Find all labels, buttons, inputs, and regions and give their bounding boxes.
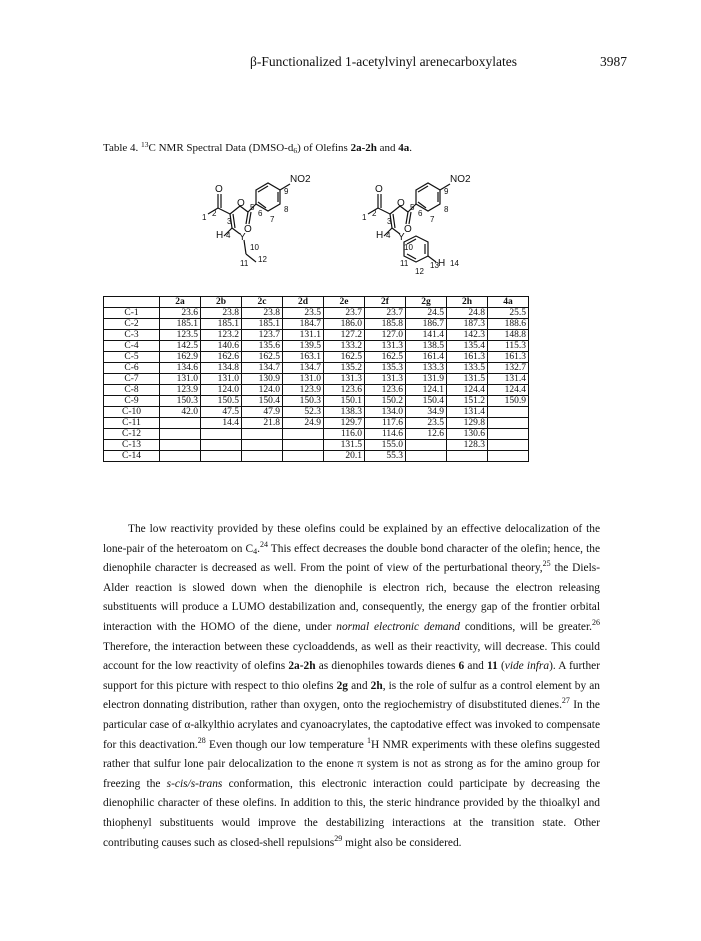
table-cell: 23.5 <box>406 418 447 429</box>
table-cell: 135.6 <box>242 341 283 352</box>
table-cell: 133.2 <box>324 341 365 352</box>
right-o3: O <box>404 224 412 235</box>
table-cell: 23.7 <box>324 308 365 319</box>
row-label: C-7 <box>104 374 160 385</box>
table-cell: 115.3 <box>488 341 529 352</box>
table-cell: 131.4 <box>447 407 488 418</box>
table-row <box>104 308 529 319</box>
citation-26: 26 <box>592 617 600 627</box>
para-sub: 4 <box>253 546 258 556</box>
table-header-row <box>104 297 529 308</box>
table-cell: 138.5 <box>406 341 447 352</box>
right-n6: 6 <box>418 209 423 218</box>
table-caption <box>103 140 412 155</box>
table-cell: 184.7 <box>283 319 324 330</box>
compound-ref: 11 <box>487 660 498 673</box>
table-cell <box>283 440 324 451</box>
table-cell: 187.3 <box>447 319 488 330</box>
table-cell: 47.5 <box>201 407 242 418</box>
right-n3: 3 <box>387 217 392 226</box>
table-cell: 131.3 <box>324 374 365 385</box>
table-cell <box>283 429 324 440</box>
page-number: 3987 <box>600 54 627 69</box>
table-cell: 124.0 <box>201 385 242 396</box>
table-cell: 123.7 <box>242 330 283 341</box>
compound-ref: 2h <box>370 679 383 692</box>
para-text: and <box>464 660 488 673</box>
para-text: H NMR experiments with these olefins suggested rather that sulfur lone pair delocalization to the enone π system is not as strong as for the amino group for freezing the <box>103 738 600 790</box>
table-header-cell: 2d <box>283 297 324 308</box>
left-n8: 8 <box>284 205 289 214</box>
table-cell: 42.0 <box>160 407 201 418</box>
table-cell: 131.0 <box>201 374 242 385</box>
left-n4: 4 <box>226 231 231 240</box>
table-cell <box>488 440 529 451</box>
caption-prefix: Table 4. <box>103 142 142 154</box>
para-text: conformation, this electronic interaction could participate by decreasing the dienophilic character of these olefins. In addition to this, the steric hindrance provided by the thioalkyl and thiophenyl substituents would improve the destabilizing interactions at the transition state. Other contributing causes such as closed-shell repulsions <box>103 777 601 849</box>
right-o1: O <box>375 184 383 195</box>
table-cell: 150.5 <box>201 396 242 407</box>
citation-28: 28 <box>197 735 206 745</box>
table-header-cell: 2f <box>365 297 406 308</box>
right-h: H <box>376 230 384 241</box>
row-label: C-8 <box>104 385 160 396</box>
table-cell <box>488 418 529 429</box>
table-cell <box>447 451 488 462</box>
table-cell <box>406 440 447 451</box>
row-label: C-2 <box>104 319 160 330</box>
table-cell: 23.7 <box>365 308 406 319</box>
table-cell: 14.4 <box>201 418 242 429</box>
right-y: Y <box>398 232 405 243</box>
para-italic: vide infra <box>504 660 550 673</box>
table-cell: 150.1 <box>324 396 365 407</box>
left-no2: NO2 <box>290 174 311 185</box>
table-header-cell: 2a <box>160 297 201 308</box>
table-cell: 55.3 <box>365 451 406 462</box>
para-text: In the particular case of α-alkylthio acrylates and cyanoacrylates, the captodative effect was invoked to compensate for this deactivation. <box>103 699 600 751</box>
table-cell: 141.4 <box>406 330 447 341</box>
caption-sup: 13 <box>141 140 149 149</box>
table-row <box>104 440 529 451</box>
table-cell <box>160 418 201 429</box>
table-cell <box>242 451 283 462</box>
table-cell: 163.1 <box>283 352 324 363</box>
table-cell: 133.5 <box>447 363 488 374</box>
right-n11: 11 <box>400 259 409 268</box>
table-cell: 186.0 <box>324 319 365 330</box>
table-cell: 129.7 <box>324 418 365 429</box>
table-row <box>104 396 529 407</box>
table-cell: 134.7 <box>283 363 324 374</box>
isotope-sup: 1 <box>367 735 372 745</box>
row-label: C-4 <box>104 341 160 352</box>
table-cell: 123.2 <box>201 330 242 341</box>
left-o2: O <box>237 198 245 209</box>
table-row <box>104 319 529 330</box>
table-cell: 161.3 <box>447 352 488 363</box>
left-y: Y <box>239 232 246 243</box>
row-label: C-6 <box>104 363 160 374</box>
table-cell: 24.9 <box>283 418 324 429</box>
table-cell <box>201 451 242 462</box>
table-cell: 52.3 <box>283 407 324 418</box>
table-cell: 133.3 <box>406 363 447 374</box>
caption-bold-2: 4a <box>398 142 410 154</box>
table-cell: 129.8 <box>447 418 488 429</box>
table-cell: 185.1 <box>160 319 201 330</box>
table-cell: 20.1 <box>324 451 365 462</box>
table-cell: 188.6 <box>488 319 529 330</box>
right-n9: 9 <box>444 187 449 196</box>
structure-drawings <box>160 170 580 285</box>
table-cell: 150.2 <box>365 396 406 407</box>
caption-bold-1: 2a-2h <box>350 142 377 154</box>
table-cell: 131.0 <box>283 374 324 385</box>
para-text: , is the role of sulfur as a control element by an electron donnating distribution, rather than oxygen, onto the regiochemistry of disubstituted dienes. <box>103 679 600 712</box>
table-cell: 142.5 <box>160 341 201 352</box>
table-cell <box>201 429 242 440</box>
table-body <box>104 308 529 462</box>
table-cell: 155.0 <box>365 440 406 451</box>
right-n13: 13 <box>430 261 439 270</box>
table-row <box>104 429 529 440</box>
table-cell <box>160 440 201 451</box>
table-cell: 135.2 <box>324 363 365 374</box>
table-row <box>104 407 529 418</box>
table-cell: 23.6 <box>160 308 201 319</box>
row-label: C-12 <box>104 429 160 440</box>
table-cell: 150.4 <box>406 396 447 407</box>
table-cell: 123.6 <box>324 385 365 396</box>
table-cell: 23.5 <box>283 308 324 319</box>
citation-29: 29 <box>334 833 343 843</box>
table-header-cell: 2g <box>406 297 447 308</box>
right-n2: 2 <box>372 209 377 218</box>
para-text: This effect decreases the double bond character of the olefin; hence, the dienophile character is decreased as well. From the point of view of the perturbational theory, <box>103 542 600 575</box>
table-cell: 185.8 <box>365 319 406 330</box>
table-cell <box>406 451 447 462</box>
table-cell <box>283 451 324 462</box>
table-cell: 131.5 <box>324 440 365 451</box>
left-n3: 3 <box>227 217 232 226</box>
table-cell: 135.4 <box>447 341 488 352</box>
caption-text-2: ) of Olefins <box>297 142 351 154</box>
row-label: C-14 <box>104 451 160 462</box>
right-n14: 14 <box>450 259 459 268</box>
right-n12: 12 <box>415 267 424 276</box>
table-cell: 161.4 <box>406 352 447 363</box>
table-cell <box>488 451 529 462</box>
table-cell: 24.5 <box>406 308 447 319</box>
body-paragraph: The low reactivity provided by these olefins could be explained by an effective delocalization of the lone-pair of the heteroatom on $C_4.^{24}$ This effect decreases the double bond character of the olefin; hence, the dienophile character is decreased as well. From the point of view of the perturbational theory,$^{25}$ the Diels-Alder reaction is slowed down when the dienophile is electron rich, because the electron releasing substituents will produce a LUMO destabilization and, consequently, the energy gap of the frontier orbital interaction with the HOMO of the diene, under normal electronic demand conditions, will be greater.$^{26}$ Therefore, the interaction between these cycloaddends, as well as their reactivity, will decrease. This could account for the low reactivity of olefins 2a-2h as dienophiles towards dienes 6 and 11 (vide infra). A further support for this picture with respect to thio olefins 2g and 2h, is the role of sulfur as a control element by an electron donnating distribution, rather than oxygen, onto the regiochemistry of disubstituted dienes.$^{27}$ In the particular case of α-alkylthio acrylates and cyanoacrylates, the captodative effect was invoked to compensate for this deactivation.$^{28}$ Even though our low temperature $^1$H NMR experiments with these olefins suggested rather that sulfur lone pair delocalization to the enone π system is not as strong as for the amino group for freezing the s-cis/s-trans conformation, this electronic interaction could participate by decreasing the dienophilic character of these olefins. In addition to this, the steric hindrance provided by the thioalkyl and thiophenyl substituents would improve the destabilizing interactions at the transition state. Other contributing causes such as closed-shell repulsions$^{29}$ might also be considered. <box>103 523 601 849</box>
table-cell: 161.3 <box>488 352 529 363</box>
row-label: C-5 <box>104 352 160 363</box>
compound-ref: 2a-2h <box>288 660 316 673</box>
table-cell: 131.3 <box>365 374 406 385</box>
table-row <box>104 374 529 385</box>
table-cell <box>488 407 529 418</box>
table-cell: 162.5 <box>365 352 406 363</box>
left-n2: 2 <box>212 209 217 218</box>
table-cell: 128.3 <box>447 440 488 451</box>
left-n12: 12 <box>258 255 267 264</box>
table-cell: 124.4 <box>488 385 529 396</box>
compound-ref: 6 <box>458 660 465 673</box>
table-cell: 134.6 <box>160 363 201 374</box>
table-row <box>104 352 529 363</box>
table-cell: 114.6 <box>365 429 406 440</box>
table-row <box>104 451 529 462</box>
row-label: C-13 <box>104 440 160 451</box>
left-n10: 10 <box>250 243 259 252</box>
table-cell <box>488 429 529 440</box>
left-n11: 11 <box>240 259 249 268</box>
table-cell <box>242 429 283 440</box>
table-header-cell <box>104 297 160 308</box>
table-cell: 116.0 <box>324 429 365 440</box>
table-cell: 127.2 <box>324 330 365 341</box>
table-cell: 150.9 <box>488 396 529 407</box>
table-cell: 150.3 <box>283 396 324 407</box>
right-n1: 1 <box>362 213 367 222</box>
nmr-data-table <box>103 296 529 462</box>
table-cell: 123.9 <box>283 385 324 396</box>
right-h-methyl: H <box>438 258 446 269</box>
table-cell: 123.9 <box>160 385 201 396</box>
table-cell: 185.1 <box>201 319 242 330</box>
table-cell: 131.0 <box>160 374 201 385</box>
table-cell: 124.0 <box>242 385 283 396</box>
para-text: as dienophiles towards dienes <box>315 660 459 673</box>
table-cell <box>160 451 201 462</box>
table-row <box>104 363 529 374</box>
table-header-cell: 2b <box>201 297 242 308</box>
table-cell: 23.8 <box>201 308 242 319</box>
para-italic: normal electronic demand <box>336 620 461 633</box>
left-o1: O <box>215 184 223 195</box>
table-header-cell: 2e <box>324 297 365 308</box>
table-cell: 148.8 <box>488 330 529 341</box>
table-cell: 139.5 <box>283 341 324 352</box>
table-cell: 124.1 <box>406 385 447 396</box>
table-cell: 130.9 <box>242 374 283 385</box>
chemical-structures <box>160 170 580 285</box>
table-row <box>104 418 529 429</box>
table-cell: 162.5 <box>242 352 283 363</box>
table-cell: 131.4 <box>488 374 529 385</box>
table-cell: 150.3 <box>160 396 201 407</box>
table-cell: 123.5 <box>160 330 201 341</box>
row-label: C-1 <box>104 308 160 319</box>
table-cell: 123.6 <box>365 385 406 396</box>
table-cell: 135.3 <box>365 363 406 374</box>
table-cell: 127.0 <box>365 330 406 341</box>
caption-end: . <box>409 142 412 154</box>
table-cell: 24.8 <box>447 308 488 319</box>
left-n1: 1 <box>202 213 207 222</box>
para-text: might also be considered. <box>342 836 462 849</box>
table-cell <box>201 440 242 451</box>
table-cell: 23.8 <box>242 308 283 319</box>
right-n10: 10 <box>404 243 413 252</box>
citation-24: 24 <box>259 539 268 549</box>
left-n7: 7 <box>270 215 275 224</box>
table-header-cell: 2h <box>447 297 488 308</box>
row-label: C-11 <box>104 418 160 429</box>
table-cell: 134.7 <box>242 363 283 374</box>
table-cell <box>242 440 283 451</box>
table-header-cell: 4a <box>488 297 529 308</box>
citation-27: 27 <box>561 696 570 706</box>
caption-text-1: C NMR Spectral Data (DMSO-d <box>148 142 294 154</box>
row-label: C-9 <box>104 396 160 407</box>
table-cell: 134.8 <box>201 363 242 374</box>
left-n9: 9 <box>284 187 289 196</box>
citation-25: 25 <box>542 559 551 569</box>
structure-left-labels <box>202 174 311 268</box>
table-cell: 186.7 <box>406 319 447 330</box>
caption-text-3: and <box>376 142 399 154</box>
table-cell: 124.4 <box>447 385 488 396</box>
table-header-cell: 2c <box>242 297 283 308</box>
table-row <box>104 330 529 341</box>
para-text: ). A further support for this picture with respect to thio olefins <box>103 660 600 692</box>
right-n4: 4 <box>386 231 391 240</box>
table-row <box>104 385 529 396</box>
right-o2: O <box>397 198 405 209</box>
right-n5: 5 <box>410 203 415 212</box>
table-cell: 117.6 <box>365 418 406 429</box>
para-italic: s-cis/s-trans <box>166 777 223 790</box>
table-cell: 130.6 <box>447 429 488 440</box>
compound-ref: 2g <box>336 679 348 692</box>
table-cell: 140.6 <box>201 341 242 352</box>
table-row <box>104 341 529 352</box>
table-cell: 162.6 <box>201 352 242 363</box>
table-cell: 132.7 <box>488 363 529 374</box>
table-cell <box>160 429 201 440</box>
table-cell: 150.4 <box>242 396 283 407</box>
table-cell: 131.9 <box>406 374 447 385</box>
table-cell: 162.5 <box>324 352 365 363</box>
para-text: Therefore, the interaction between these cycloaddends, as well as their reactivity, will decrease. This could account for the low reactivity of olefins <box>103 640 600 673</box>
right-n7: 7 <box>430 215 435 224</box>
para-text: the Diels-Alder reaction is slowed down when the dienophile is electron rich, because the electron releasing substituents will produce a LUMO destabilization and, consequently, the energy gap of the frontier orbital interaction with the HOMO of the diene, under <box>103 562 600 633</box>
para-text: The low reactivity provided by these olefins could be explained by an effective delocalization of the lone-pair of the heteroatom on C <box>103 523 600 555</box>
row-label: C-3 <box>104 330 160 341</box>
table-cell: 131.3 <box>365 341 406 352</box>
left-n6: 6 <box>258 209 263 218</box>
left-n5: 5 <box>250 203 255 212</box>
page-header <box>0 54 701 74</box>
para-text: conditions, will be greater. <box>460 620 592 633</box>
table-cell: 138.3 <box>324 407 365 418</box>
table-cell: 47.9 <box>242 407 283 418</box>
running-title: β-Functionalized 1-acetylvinyl arenecarboxylates <box>250 54 518 69</box>
left-h: H <box>216 230 224 241</box>
caption-sub: 6 <box>293 146 298 155</box>
table-cell: 34.9 <box>406 407 447 418</box>
table-cell: 25.5 <box>488 308 529 319</box>
right-n8: 8 <box>444 205 449 214</box>
para-text: Even though our low temperature <box>205 738 368 751</box>
table-cell: 131.1 <box>283 330 324 341</box>
table-cell: 185.1 <box>242 319 283 330</box>
table-cell: 131.5 <box>447 374 488 385</box>
left-o3: O <box>244 224 252 235</box>
table-cell: 12.6 <box>406 429 447 440</box>
table-cell: 134.0 <box>365 407 406 418</box>
table-cell: 142.3 <box>447 330 488 341</box>
para-text: ( <box>497 660 505 673</box>
right-no2: NO2 <box>450 174 471 185</box>
table-cell: 21.8 <box>242 418 283 429</box>
table-cell: 151.2 <box>447 396 488 407</box>
para-text: and <box>347 679 371 692</box>
row-label: C-10 <box>104 407 160 418</box>
table-cell: 162.9 <box>160 352 201 363</box>
